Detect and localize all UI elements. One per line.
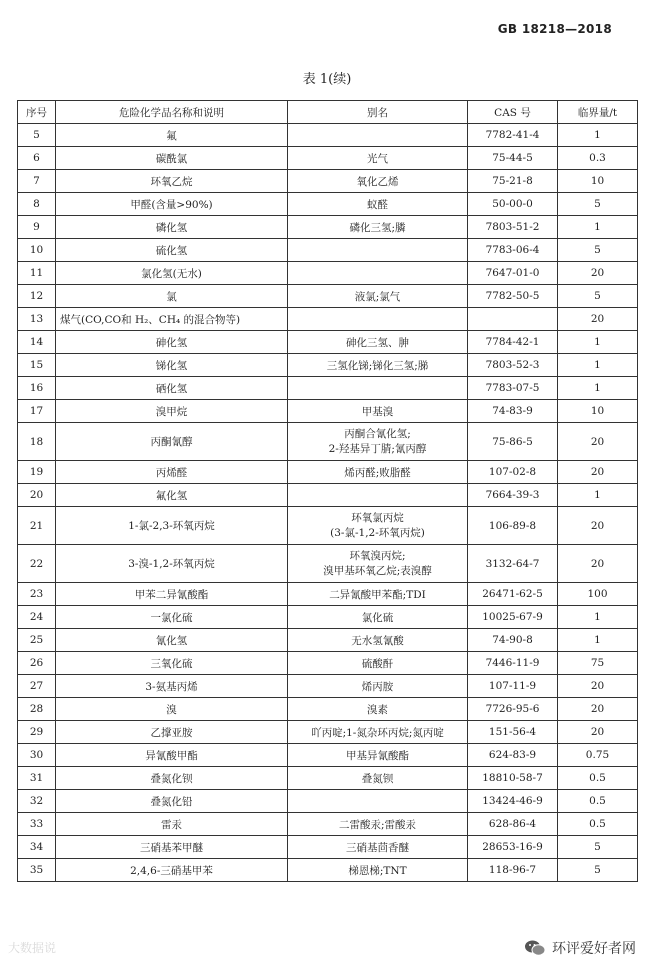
cell-threshold: 20 <box>558 461 638 484</box>
cell-alias <box>288 377 468 400</box>
cell-cas: 118-96-7 <box>468 859 558 882</box>
cell-threshold: 1 <box>558 331 638 354</box>
cell-no: 12 <box>18 285 56 308</box>
cell-alias: 光气 <box>288 147 468 170</box>
cell-name: 甲醛(含量>90%) <box>56 193 288 216</box>
cell-alias <box>288 484 468 507</box>
table-row <box>18 545 638 583</box>
cell-name: 氰化氢 <box>56 629 288 652</box>
col-header-no: 序号 <box>18 101 56 124</box>
cell-threshold: 0.5 <box>558 790 638 813</box>
cell-threshold: 1 <box>558 629 638 652</box>
cell-cas: 107-02-8 <box>468 461 558 484</box>
wechat-icon <box>524 939 546 957</box>
cell-name: 2,4,6-三硝基甲苯 <box>56 859 288 882</box>
cell-threshold: 20 <box>558 675 638 698</box>
cell-cas: 10025-67-9 <box>468 606 558 629</box>
cell-no: 34 <box>18 836 56 859</box>
cell-no: 27 <box>18 675 56 698</box>
cell-threshold: 20 <box>558 507 638 545</box>
cell-no: 32 <box>18 790 56 813</box>
table-row <box>18 239 638 262</box>
table-row <box>18 461 638 484</box>
col-header-alias: 别名 <box>288 101 468 124</box>
cell-alias: 溴素 <box>288 698 468 721</box>
cell-name: 氯化氢(无水) <box>56 262 288 285</box>
cell-threshold: 5 <box>558 239 638 262</box>
cell-cas: 13424-46-9 <box>468 790 558 813</box>
cell-alias <box>288 262 468 285</box>
cell-name: 溴 <box>56 698 288 721</box>
cell-name: 乙撑亚胺 <box>56 721 288 744</box>
cell-cas: 7803-52-3 <box>468 354 558 377</box>
cell-cas: 28653-16-9 <box>468 836 558 859</box>
cell-name: 氟化氢 <box>56 484 288 507</box>
cell-cas: 7782-50-5 <box>468 285 558 308</box>
cell-alias <box>288 423 468 461</box>
cell-threshold: 5 <box>558 859 638 882</box>
cell-alias: 二雷酸汞;雷酸汞 <box>288 813 468 836</box>
cell-name: 煤气(CO,CO和 H₂、CH₄ 的混合物等) <box>56 308 288 331</box>
cell-name: 甲苯二异氰酸酯 <box>56 583 288 606</box>
cell-threshold: 100 <box>558 583 638 606</box>
cell-cas: 7726-95-6 <box>468 698 558 721</box>
table-row <box>18 216 638 239</box>
cell-threshold: 1 <box>558 606 638 629</box>
cell-name: 叠氮化铅 <box>56 790 288 813</box>
cell-alias: 蚁醛 <box>288 193 468 216</box>
cell-no: 31 <box>18 767 56 790</box>
table-row <box>18 285 638 308</box>
cell-no: 14 <box>18 331 56 354</box>
table-row <box>18 331 638 354</box>
cell-cas: 75-21-8 <box>468 170 558 193</box>
cell-cas: 7664-39-3 <box>468 484 558 507</box>
cell-no: 16 <box>18 377 56 400</box>
cell-threshold: 0.75 <box>558 744 638 767</box>
cell-alias <box>288 790 468 813</box>
table-row <box>18 583 638 606</box>
cell-cas: 75-44-5 <box>468 147 558 170</box>
cell-threshold: 0.5 <box>558 767 638 790</box>
table-row <box>18 193 638 216</box>
cell-no: 25 <box>18 629 56 652</box>
table-row <box>18 767 638 790</box>
alias-line: 溴甲基环氧乙烷;表溴醇 <box>323 564 432 577</box>
cell-alias: 吖丙啶;1-氮杂环丙烷;氮丙啶 <box>288 721 468 744</box>
cell-name: 雷汞 <box>56 813 288 836</box>
cell-threshold: 5 <box>558 836 638 859</box>
watermark-left: 大数据说 <box>8 941 57 955</box>
cell-name: 氯 <box>56 285 288 308</box>
table-row <box>18 147 638 170</box>
cell-cas: 7446-11-9 <box>468 652 558 675</box>
cell-cas: 74-83-9 <box>468 400 558 423</box>
cell-cas: 7783-06-4 <box>468 239 558 262</box>
cell-cas: 26471-62-5 <box>468 583 558 606</box>
cell-no: 6 <box>18 147 56 170</box>
table-row <box>18 836 638 859</box>
alias-line: 丙酮合氰化氢; <box>344 427 411 440</box>
table-row <box>18 124 638 147</box>
cell-name: 丙酮氰醇 <box>56 423 288 461</box>
cell-no: 35 <box>18 859 56 882</box>
cell-name: 硒化氢 <box>56 377 288 400</box>
cell-threshold: 10 <box>558 170 638 193</box>
cell-cas <box>468 308 558 331</box>
cell-cas: 7782-41-4 <box>468 124 558 147</box>
cell-no: 33 <box>18 813 56 836</box>
cell-alias: 二异氰酸甲苯酯;TDI <box>288 583 468 606</box>
cell-alias <box>288 239 468 262</box>
cell-name: 砷化氢 <box>56 331 288 354</box>
table-row <box>18 423 638 461</box>
cell-alias: 叠氮钡 <box>288 767 468 790</box>
cell-no: 10 <box>18 239 56 262</box>
cell-cas: 624-83-9 <box>468 744 558 767</box>
cell-alias: 氧化乙烯 <box>288 170 468 193</box>
cell-name: 一氯化硫 <box>56 606 288 629</box>
cell-no: 17 <box>18 400 56 423</box>
cell-alias: 硫酸酐 <box>288 652 468 675</box>
cell-cas: 74-90-8 <box>468 629 558 652</box>
cell-alias <box>288 545 468 583</box>
cell-alias: 液氯;氯气 <box>288 285 468 308</box>
cell-name: 三氧化硫 <box>56 652 288 675</box>
cell-cas: 75-86-5 <box>468 423 558 461</box>
cell-alias <box>288 308 468 331</box>
table-row <box>18 354 638 377</box>
cell-threshold: 20 <box>558 423 638 461</box>
table-row <box>18 507 638 545</box>
table-row <box>18 698 638 721</box>
cell-alias: 梯恩梯;TNT <box>288 859 468 882</box>
footer-brand-text: 环评爱好者网 <box>552 941 636 957</box>
table-row <box>18 170 638 193</box>
cell-no: 19 <box>18 461 56 484</box>
table-row <box>18 859 638 882</box>
cell-threshold: 20 <box>558 698 638 721</box>
table-row <box>18 813 638 836</box>
table-row <box>18 790 638 813</box>
cell-no: 23 <box>18 583 56 606</box>
table-header-row <box>18 101 638 124</box>
table-row <box>18 744 638 767</box>
table-row <box>18 675 638 698</box>
cell-alias: 甲基异氰酸酯 <box>288 744 468 767</box>
cell-cas: 7784-42-1 <box>468 331 558 354</box>
cell-name: 叠氮化钡 <box>56 767 288 790</box>
cell-name: 碳酰氯 <box>56 147 288 170</box>
cell-cas: 628-86-4 <box>468 813 558 836</box>
cell-alias: 甲基溴 <box>288 400 468 423</box>
cell-no: 29 <box>18 721 56 744</box>
cell-threshold: 1 <box>558 124 638 147</box>
cell-threshold: 10 <box>558 400 638 423</box>
cell-cas: 7783-07-5 <box>468 377 558 400</box>
cell-no: 28 <box>18 698 56 721</box>
cell-threshold: 20 <box>558 545 638 583</box>
cell-name: 溴甲烷 <box>56 400 288 423</box>
cell-name: 锑化氢 <box>56 354 288 377</box>
table-row <box>18 377 638 400</box>
cell-cas: 18810-58-7 <box>468 767 558 790</box>
cell-no: 21 <box>18 507 56 545</box>
cell-name: 丙烯醛 <box>56 461 288 484</box>
cell-alias: 氯化硫 <box>288 606 468 629</box>
cell-alias: 磷化三氢;膦 <box>288 216 468 239</box>
cell-threshold: 5 <box>558 193 638 216</box>
table-row <box>18 308 638 331</box>
cell-no: 18 <box>18 423 56 461</box>
alias-line: 2-羟基异丁腈;氰丙醇 <box>328 442 427 455</box>
cell-threshold: 1 <box>558 377 638 400</box>
cell-no: 20 <box>18 484 56 507</box>
cell-threshold: 20 <box>558 721 638 744</box>
cell-threshold: 5 <box>558 285 638 308</box>
cell-name: 磷化氢 <box>56 216 288 239</box>
table-row <box>18 629 638 652</box>
cell-name: 3-氨基丙烯 <box>56 675 288 698</box>
cell-alias: 三硝基茴香醚 <box>288 836 468 859</box>
cell-threshold: 0.5 <box>558 813 638 836</box>
cell-cas: 106-89-8 <box>468 507 558 545</box>
cell-name: 环氧乙烷 <box>56 170 288 193</box>
cell-cas: 7803-51-2 <box>468 216 558 239</box>
cell-alias: 砷化三氢、胂 <box>288 331 468 354</box>
cell-no: 8 <box>18 193 56 216</box>
cell-no: 9 <box>18 216 56 239</box>
cell-cas: 50-00-0 <box>468 193 558 216</box>
standard-code: GB 18218—2018 <box>497 22 612 36</box>
cell-alias: 无水氢氰酸 <box>288 629 468 652</box>
col-header-threshold: 临界量/t <box>558 101 638 124</box>
cell-alias: 烯丙醛;败脂醛 <box>288 461 468 484</box>
table-row <box>18 262 638 285</box>
cell-cas: 3132-64-7 <box>468 545 558 583</box>
cell-alias: 烯丙胺 <box>288 675 468 698</box>
cell-name: 氟 <box>56 124 288 147</box>
table-row <box>18 721 638 744</box>
alias-line: 环氧溴丙烷; <box>349 549 406 562</box>
col-header-name: 危险化学品名称和说明 <box>56 101 288 124</box>
cell-alias <box>288 507 468 545</box>
cell-no: 30 <box>18 744 56 767</box>
cell-name: 异氰酸甲酯 <box>56 744 288 767</box>
table-row <box>18 400 638 423</box>
cell-name: 三硝基苯甲醚 <box>56 836 288 859</box>
cell-threshold: 1 <box>558 216 638 239</box>
table-row <box>18 606 638 629</box>
cell-cas: 151-56-4 <box>468 721 558 744</box>
col-header-cas: CAS 号 <box>468 101 558 124</box>
cell-alias <box>288 124 468 147</box>
cell-alias: 三氢化锑;锑化三氢;䏲 <box>288 354 468 377</box>
table-row <box>18 484 638 507</box>
cell-name: 1-氯-2,3-环氧丙烷 <box>56 507 288 545</box>
cell-no: 26 <box>18 652 56 675</box>
cell-threshold: 1 <box>558 484 638 507</box>
cell-threshold: 0.3 <box>558 147 638 170</box>
cell-cas: 107-11-9 <box>468 675 558 698</box>
cell-name: 硫化氢 <box>56 239 288 262</box>
cell-no: 13 <box>18 308 56 331</box>
cell-threshold: 1 <box>558 354 638 377</box>
cell-threshold: 20 <box>558 308 638 331</box>
cell-name: 3-溴-1,2-环氧丙烷 <box>56 545 288 583</box>
table-title: 表 1(续) <box>302 72 352 87</box>
cell-cas: 7647-01-0 <box>468 262 558 285</box>
cell-no: 24 <box>18 606 56 629</box>
table-row <box>18 652 638 675</box>
cell-threshold: 20 <box>558 262 638 285</box>
cell-no: 5 <box>18 124 56 147</box>
hazardous-chemicals-table <box>17 100 638 882</box>
cell-no: 11 <box>18 262 56 285</box>
alias-line: 环氧氯丙烷 <box>351 511 404 524</box>
cell-no: 15 <box>18 354 56 377</box>
cell-threshold: 75 <box>558 652 638 675</box>
footer-brand <box>524 938 636 958</box>
cell-no: 7 <box>18 170 56 193</box>
alias-line: (3-氯-1,2-环氧丙烷) <box>330 526 425 539</box>
cell-no: 22 <box>18 545 56 583</box>
